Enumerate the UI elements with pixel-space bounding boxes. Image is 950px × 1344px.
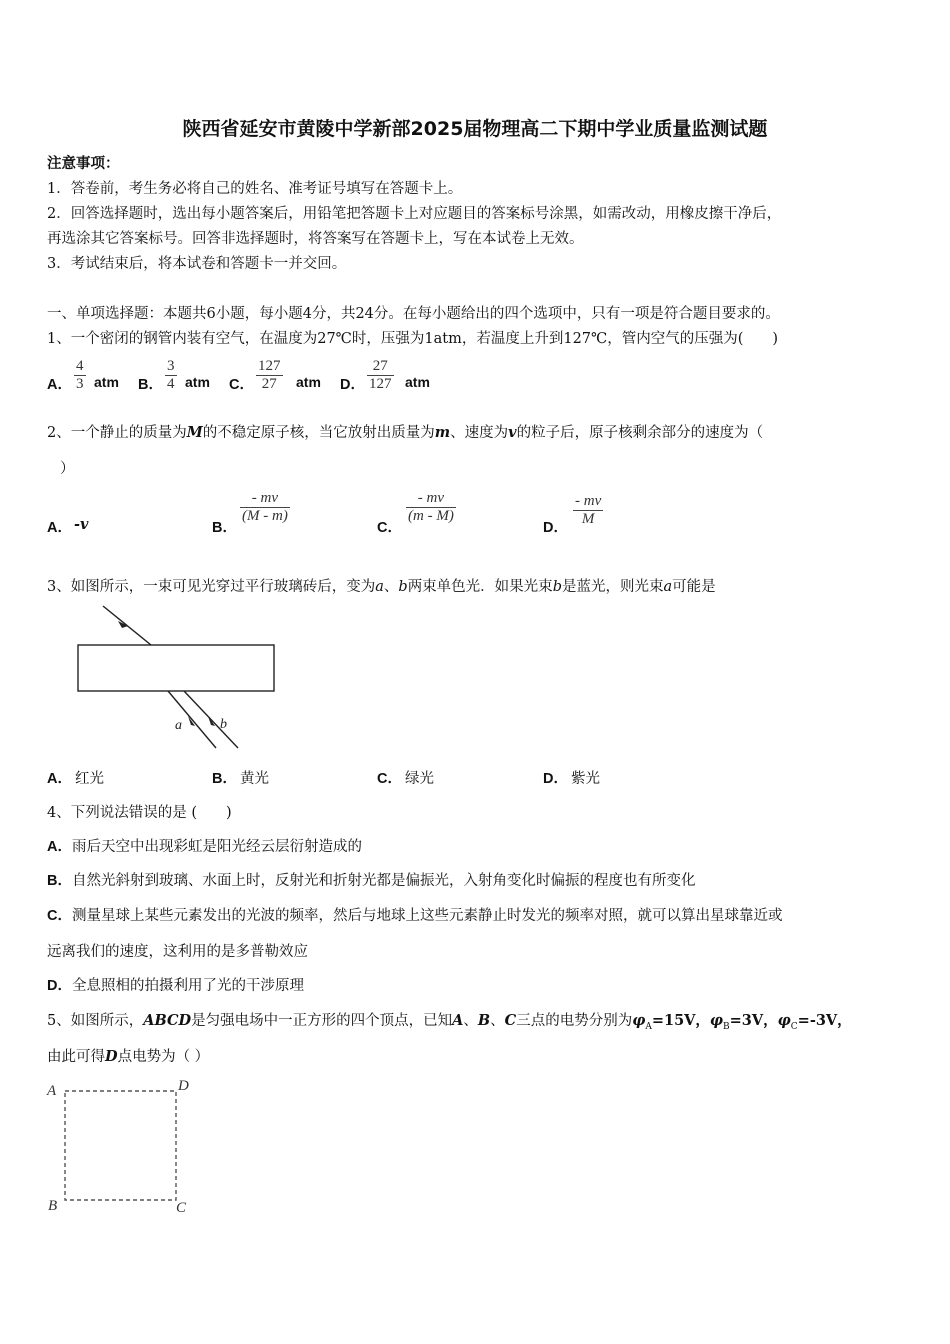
vertex-label-c: C <box>176 1200 187 1216</box>
q5-stem-c: 三点的电势分别为 <box>516 1013 633 1029</box>
q5-val-C: =-3V， <box>797 1012 852 1029</box>
q2-option-c-fraction <box>406 490 456 525</box>
q2-option-d-fraction <box>573 493 603 528</box>
q4-option-d-label: D． <box>47 978 72 994</box>
q2-option-a-text: -v <box>74 516 89 533</box>
q3-var-b2: b <box>552 579 562 595</box>
notice-item-2-cont: 再选涂其它答案标号。回答非选择题时，将答案写在答题卡上，写在本试卷上无效。 <box>47 231 584 247</box>
q2-d-numerator: - mv <box>575 493 602 509</box>
q1-option-b-fraction <box>165 358 177 393</box>
q5-phi-C: φ <box>777 1012 791 1029</box>
q4-option-b <box>47 869 695 890</box>
q1-b-numerator: 3 <box>167 358 175 374</box>
q5-var-B: B <box>477 1012 491 1029</box>
q3-stem-c: 是蓝光，则光束 <box>561 579 664 595</box>
q4-option-d <box>47 974 304 995</box>
question-4-stem: 4、下列说法错误的是 ( ) <box>47 805 232 821</box>
q5-s1: 、 <box>463 1013 478 1029</box>
q3-option-d-label: D． <box>543 771 568 787</box>
q1-c-numerator: 127 <box>258 358 281 374</box>
q2-b-numerator: - mv <box>251 490 279 506</box>
q3-var-a: a <box>375 579 384 595</box>
q4-option-d-text: 全息照相的拍摄利用了光的干涉原理 <box>71 978 304 994</box>
section-header: 一、单项选择题：本题共6小题，每小题4分，共24分。在每小题给出的四个选项中，只有一项是符合题目要求的。 <box>47 306 780 322</box>
figure-label-a: a <box>175 718 182 733</box>
q4-option-c <box>47 904 782 925</box>
q5-stem-a: 5、如图所示， <box>47 1013 144 1029</box>
q4-option-a <box>47 835 362 856</box>
q5-val-A: =15V， <box>651 1012 710 1029</box>
q5-val-B: =3V， <box>729 1012 778 1029</box>
q2-option-d-label: D． <box>543 520 568 536</box>
q1-c-denominator: 27 <box>256 375 283 393</box>
q2-var-v: v <box>508 424 517 441</box>
q2-var-M: M <box>186 424 203 441</box>
vertex-label-a: A <box>47 1083 57 1099</box>
q1-d-unit: atm <box>405 374 430 390</box>
q3-option-b-label: B． <box>212 771 237 787</box>
q2-stem-d: 的粒子后，原子核剩余部分的速度为（ <box>516 425 764 441</box>
q3-option-c-text: 绿光 <box>405 771 434 787</box>
q5-var-C: C <box>504 1012 517 1029</box>
question-5-line2 <box>47 1045 209 1066</box>
q2-var-m: m <box>434 424 451 441</box>
q3-option-c-label: C． <box>377 771 402 787</box>
q5-var-D: D <box>105 1048 118 1065</box>
q4-option-c-label: C． <box>47 908 72 924</box>
q2-stem-b: 的不稳定原子核，当它放射出质量为 <box>202 425 435 441</box>
glass-brick <box>78 645 274 691</box>
q5-sub-B: B <box>723 1021 730 1032</box>
page-title: 陕西省延安市黄陵中学新部2025届物理高二下期中学业质量监测试题 <box>182 118 768 140</box>
question-5-stem <box>47 1009 852 1032</box>
q4-option-c-text: 测量星球上某些元素发出的光波的频率，然后与地球上这些元素静止时发光的频率对照，就可以算出星球靠近或 <box>71 908 783 924</box>
q3-option-b-text: 黄光 <box>240 771 269 787</box>
q4-option-c-cont: 远离我们的速度，这利用的是多普勒效应 <box>47 944 308 960</box>
q4-option-b-text: 自然光斜射到玻璃、水面上时，反射光和折射光都是偏振光，入射角变化时偏振的程度也有所变化 <box>71 873 696 889</box>
q1-c-unit: atm <box>296 374 321 390</box>
q4-option-b-label: B． <box>47 873 72 889</box>
q5-phi-B: φ <box>709 1012 724 1029</box>
notice-item-3: 3．考试结束后，将本试卷和答题卡一并交回。 <box>47 256 347 272</box>
vertex-label-b: B <box>48 1198 58 1214</box>
q3-var-a2: a <box>663 579 673 595</box>
notice-heading: 注意事项： <box>47 155 120 172</box>
q2-option-b-fraction <box>240 490 290 525</box>
notice-item-2: 2．回答选择题时，选出每小题答案后，用铅笔把答题卡上对应题目的答案标号涂黑，如需改动，用橡皮擦干净后， <box>47 206 782 222</box>
q1-option-c-label: C． <box>229 377 254 393</box>
q3-option-a-text: 红光 <box>75 771 104 787</box>
q5-var-abcd: ABCD <box>143 1012 192 1029</box>
q1-d-denominator: 127 <box>369 376 392 392</box>
notice-item-1: 1．答卷前，考生务必将自己的姓名、准考证号填写在答题卡上。 <box>47 181 463 197</box>
q2-option-a-label: A． <box>47 520 72 536</box>
q1-a-denominator: 3 <box>76 376 84 392</box>
q1-option-b-label: B． <box>138 377 163 393</box>
q2-stem-close: ） <box>60 461 75 477</box>
q2-c-numerator: - mv <box>417 490 445 506</box>
q1-b-unit: atm <box>185 374 210 390</box>
q1-option-a-fraction <box>74 358 86 393</box>
q5-line2-b: 点电势为（ ） <box>117 1049 210 1065</box>
q5-phi-A: φ <box>632 1012 646 1029</box>
question-2-stem <box>47 421 763 442</box>
q2-b-denominator: (M - m) <box>242 508 288 524</box>
q3-option-d-text: 紫光 <box>571 771 600 787</box>
q5-var-A: A <box>452 1012 464 1029</box>
q3-option-a-label: A． <box>47 771 72 787</box>
question-1-stem: 1、一个密闭的钢管内装有空气，在温度为27℃时，压强为1atm，若温度上升到127℃，管内空气的压强为( ) <box>47 331 779 347</box>
q3-stem-a: 3、如图所示，一束可见光穿过平行玻璃砖后，变为 <box>47 579 376 595</box>
q1-option-c-fraction <box>256 358 283 393</box>
q5-sub-C: C <box>790 1021 798 1032</box>
q2-d-denominator: M <box>573 510 603 528</box>
q2-c-denominator: (m - M) <box>408 508 454 524</box>
square-figure <box>44 1072 204 1222</box>
square-abcd <box>65 1091 176 1200</box>
q1-a-unit: atm <box>94 374 119 390</box>
q5-s2: 、 <box>490 1013 505 1029</box>
q5-stem-b: 是匀强电场中一正方形的四个顶点，已知 <box>191 1013 453 1029</box>
question-3-stem <box>47 575 716 596</box>
q2-stem-c: 、速度为 <box>450 425 509 441</box>
q3-sep: 、 <box>383 579 399 595</box>
vertex-label-d: D <box>178 1078 189 1094</box>
q4-option-a-label: A． <box>47 839 72 855</box>
q5-sub-A: A <box>645 1021 652 1032</box>
q1-option-d-fraction <box>367 358 394 393</box>
q1-option-d-label: D． <box>340 377 365 393</box>
figure-label-b: b <box>220 717 227 732</box>
glass-brick-figure <box>70 598 290 754</box>
q5-line2-a: 由此可得 <box>47 1049 105 1065</box>
q2-option-b-label: B． <box>212 520 237 536</box>
q2-stem-a: 2、一个静止的质量为 <box>47 425 187 441</box>
q1-b-denominator: 4 <box>167 376 175 392</box>
q1-d-numerator: 27 <box>372 358 388 374</box>
q3-stem-d: 可能是 <box>672 579 716 595</box>
q4-option-a-text: 雨后天空中出现彩虹是阳光经云层衍射造成的 <box>71 839 362 855</box>
q1-a-numerator: 4 <box>76 358 84 374</box>
q3-var-b: b <box>398 579 408 595</box>
q2-option-c-label: C． <box>377 520 402 536</box>
q1-option-a-label: A． <box>47 377 72 393</box>
q3-stem-b: 两束单色光．如果光束 <box>407 579 553 595</box>
